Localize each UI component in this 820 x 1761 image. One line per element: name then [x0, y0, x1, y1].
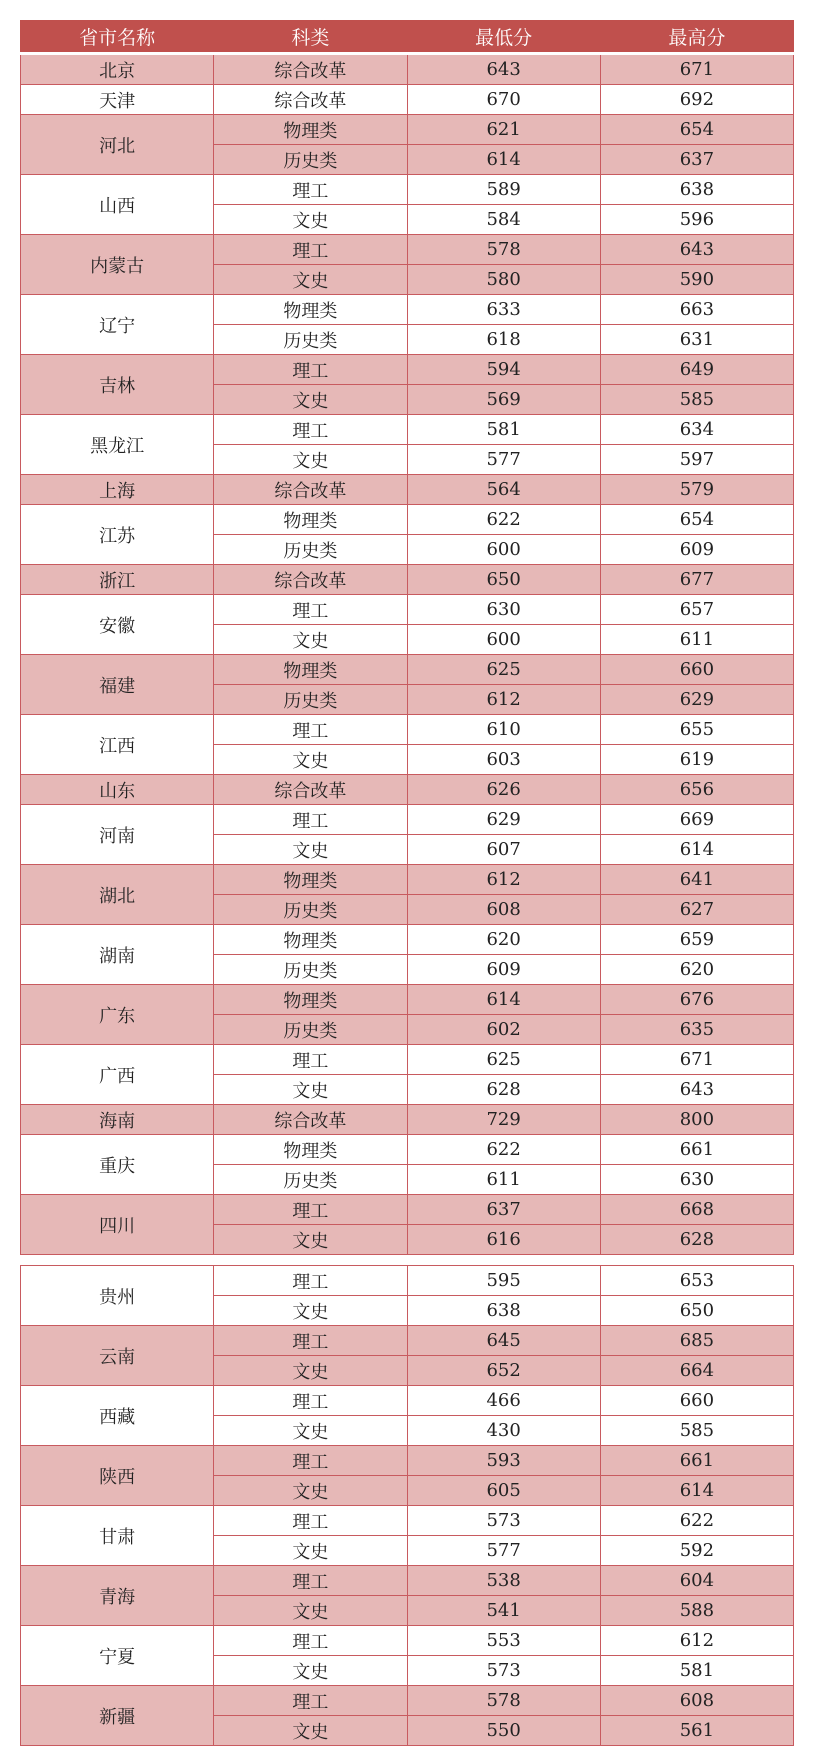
- category-cell: 理工: [214, 175, 407, 205]
- province-cell: 广西: [21, 1045, 214, 1105]
- max-score-cell: 631: [600, 325, 793, 355]
- min-score-cell: 622: [407, 505, 600, 535]
- min-score-cell: 553: [407, 1626, 600, 1656]
- category-cell: 文史: [214, 1416, 407, 1446]
- min-score-cell: 577: [407, 1536, 600, 1566]
- category-cell: 文史: [214, 745, 407, 775]
- category-cell: 物理类: [214, 985, 407, 1015]
- min-score-cell: 625: [407, 1045, 600, 1075]
- category-cell: 综合改革: [214, 565, 407, 595]
- min-score-cell: 638: [407, 1296, 600, 1326]
- table-row: [21, 1386, 794, 1416]
- max-score-cell: 685: [600, 1326, 793, 1356]
- min-score-cell: 620: [407, 925, 600, 955]
- min-score-cell: 550: [407, 1716, 600, 1746]
- province-cell: 贵州: [21, 1266, 214, 1326]
- header-category: 科类: [214, 21, 407, 54]
- min-score-cell: 603: [407, 745, 600, 775]
- category-cell: 文史: [214, 445, 407, 475]
- table-row: [21, 715, 794, 745]
- max-score-cell: 597: [600, 445, 793, 475]
- max-score-cell: 657: [600, 595, 793, 625]
- min-score-cell: 609: [407, 955, 600, 985]
- table-row: [21, 1686, 794, 1716]
- max-score-cell: 609: [600, 535, 793, 565]
- province-cell: 山东: [21, 775, 214, 805]
- max-score-cell: 663: [600, 295, 793, 325]
- max-score-cell: 638: [600, 175, 793, 205]
- max-score-cell: 622: [600, 1506, 793, 1536]
- category-cell: 理工: [214, 595, 407, 625]
- province-cell: 山西: [21, 175, 214, 235]
- province-cell: 甘肃: [21, 1506, 214, 1566]
- min-score-cell: 621: [407, 115, 600, 145]
- max-score-cell: 660: [600, 655, 793, 685]
- category-cell: 历史类: [214, 685, 407, 715]
- max-score-cell: 650: [600, 1296, 793, 1326]
- max-score-cell: 630: [600, 1165, 793, 1195]
- province-cell: 云南: [21, 1326, 214, 1386]
- min-score-cell: 622: [407, 1135, 600, 1165]
- max-score-cell: 643: [600, 1075, 793, 1105]
- province-cell: 辽宁: [21, 295, 214, 355]
- max-score-cell: 628: [600, 1225, 793, 1255]
- province-cell: 青海: [21, 1566, 214, 1626]
- min-score-cell: 541: [407, 1596, 600, 1626]
- province-cell: 黑龙江: [21, 415, 214, 475]
- category-cell: 历史类: [214, 325, 407, 355]
- min-score-cell: 650: [407, 565, 600, 595]
- province-cell: 浙江: [21, 565, 214, 595]
- min-score-cell: 616: [407, 1225, 600, 1255]
- category-cell: 历史类: [214, 1165, 407, 1195]
- min-score-cell: 538: [407, 1566, 600, 1596]
- category-cell: 理工: [214, 235, 407, 265]
- table-row: [21, 54, 794, 85]
- category-cell: 历史类: [214, 1015, 407, 1045]
- table-row: [21, 415, 794, 445]
- table-row: [21, 865, 794, 895]
- min-score-cell: 614: [407, 145, 600, 175]
- category-cell: 物理类: [214, 655, 407, 685]
- category-cell: 文史: [214, 1296, 407, 1326]
- min-score-cell: 600: [407, 535, 600, 565]
- table-row: [21, 655, 794, 685]
- category-cell: 文史: [214, 205, 407, 235]
- category-cell: 理工: [214, 1386, 407, 1416]
- table-row: [21, 595, 794, 625]
- max-score-cell: 619: [600, 745, 793, 775]
- max-score-cell: 561: [600, 1716, 793, 1746]
- table-row: [21, 1045, 794, 1075]
- max-score-cell: 620: [600, 955, 793, 985]
- min-score-cell: 626: [407, 775, 600, 805]
- min-score-cell: 633: [407, 295, 600, 325]
- table-row: [21, 805, 794, 835]
- category-cell: 理工: [214, 1045, 407, 1075]
- category-cell: 文史: [214, 835, 407, 865]
- max-score-cell: 661: [600, 1135, 793, 1165]
- table-body-part2: [21, 1266, 794, 1746]
- table-row: [21, 1105, 794, 1135]
- table-row: [21, 1135, 794, 1165]
- table-row: [21, 1446, 794, 1476]
- max-score-cell: 669: [600, 805, 793, 835]
- max-score-cell: 635: [600, 1015, 793, 1045]
- category-cell: 历史类: [214, 895, 407, 925]
- min-score-cell: 612: [407, 865, 600, 895]
- max-score-cell: 677: [600, 565, 793, 595]
- min-score-cell: 600: [407, 625, 600, 655]
- province-cell: 湖南: [21, 925, 214, 985]
- min-score-cell: 652: [407, 1356, 600, 1386]
- category-cell: 理工: [214, 1195, 407, 1225]
- max-score-cell: 653: [600, 1266, 793, 1296]
- max-score-cell: 641: [600, 865, 793, 895]
- category-cell: 综合改革: [214, 85, 407, 115]
- category-cell: 历史类: [214, 535, 407, 565]
- max-score-cell: 611: [600, 625, 793, 655]
- max-score-cell: 654: [600, 505, 793, 535]
- min-score-cell: 581: [407, 415, 600, 445]
- table-body-part1: [21, 54, 794, 1255]
- category-cell: 文史: [214, 1596, 407, 1626]
- max-score-cell: 660: [600, 1386, 793, 1416]
- min-score-cell: 625: [407, 655, 600, 685]
- max-score-cell: 627: [600, 895, 793, 925]
- max-score-cell: 800: [600, 1105, 793, 1135]
- province-cell: 河北: [21, 115, 214, 175]
- table-row: [21, 475, 794, 505]
- max-score-cell: 654: [600, 115, 793, 145]
- category-cell: 物理类: [214, 925, 407, 955]
- min-score-cell: 605: [407, 1476, 600, 1506]
- province-cell: 内蒙古: [21, 235, 214, 295]
- table-row: [21, 1566, 794, 1596]
- min-score-cell: 564: [407, 475, 600, 505]
- category-cell: 理工: [214, 1326, 407, 1356]
- min-score-cell: 637: [407, 1195, 600, 1225]
- min-score-cell: 608: [407, 895, 600, 925]
- category-cell: 文史: [214, 1476, 407, 1506]
- min-score-cell: 578: [407, 1686, 600, 1716]
- category-cell: 理工: [214, 355, 407, 385]
- max-score-cell: 649: [600, 355, 793, 385]
- province-cell: 河南: [21, 805, 214, 865]
- score-table-part1: [20, 20, 794, 1255]
- category-cell: 文史: [214, 1075, 407, 1105]
- category-cell: 理工: [214, 1626, 407, 1656]
- min-score-cell: 584: [407, 205, 600, 235]
- max-score-cell: 671: [600, 54, 793, 85]
- table-row: [21, 1195, 794, 1225]
- table-row: [21, 115, 794, 145]
- max-score-cell: 661: [600, 1446, 793, 1476]
- min-score-cell: 607: [407, 835, 600, 865]
- province-cell: 重庆: [21, 1135, 214, 1195]
- max-score-cell: 581: [600, 1656, 793, 1686]
- max-score-cell: 592: [600, 1536, 793, 1566]
- max-score-cell: 614: [600, 1476, 793, 1506]
- province-cell: 海南: [21, 1105, 214, 1135]
- category-cell: 理工: [214, 1446, 407, 1476]
- category-cell: 物理类: [214, 295, 407, 325]
- min-score-cell: 569: [407, 385, 600, 415]
- header-max-score: 最高分: [600, 21, 793, 54]
- max-score-cell: 629: [600, 685, 793, 715]
- max-score-cell: 659: [600, 925, 793, 955]
- table-row: [21, 175, 794, 205]
- max-score-cell: 612: [600, 1626, 793, 1656]
- province-cell: 安徽: [21, 595, 214, 655]
- category-cell: 理工: [214, 1506, 407, 1536]
- min-score-cell: 612: [407, 685, 600, 715]
- min-score-cell: 602: [407, 1015, 600, 1045]
- max-score-cell: 668: [600, 1195, 793, 1225]
- table-row: [21, 1326, 794, 1356]
- header-province: 省市名称: [21, 21, 214, 54]
- min-score-cell: 645: [407, 1326, 600, 1356]
- max-score-cell: 604: [600, 1566, 793, 1596]
- category-cell: 综合改革: [214, 475, 407, 505]
- category-cell: 物理类: [214, 115, 407, 145]
- category-cell: 文史: [214, 385, 407, 415]
- max-score-cell: 614: [600, 835, 793, 865]
- table-row: [21, 925, 794, 955]
- province-cell: 吉林: [21, 355, 214, 415]
- table-row: [21, 295, 794, 325]
- max-score-cell: 643: [600, 235, 793, 265]
- province-cell: 天津: [21, 85, 214, 115]
- min-score-cell: 670: [407, 85, 600, 115]
- province-cell: 四川: [21, 1195, 214, 1255]
- max-score-cell: 579: [600, 475, 793, 505]
- min-score-cell: 580: [407, 265, 600, 295]
- min-score-cell: 729: [407, 1105, 600, 1135]
- category-cell: 理工: [214, 1266, 407, 1296]
- min-score-cell: 610: [407, 715, 600, 745]
- min-score-cell: 577: [407, 445, 600, 475]
- max-score-cell: 637: [600, 145, 793, 175]
- category-cell: 文史: [214, 265, 407, 295]
- min-score-cell: 593: [407, 1446, 600, 1476]
- max-score-cell: 588: [600, 1596, 793, 1626]
- category-cell: 物理类: [214, 865, 407, 895]
- max-score-cell: 676: [600, 985, 793, 1015]
- score-table-part2: [20, 1265, 794, 1746]
- category-cell: 理工: [214, 805, 407, 835]
- max-score-cell: 656: [600, 775, 793, 805]
- min-score-cell: 466: [407, 1386, 600, 1416]
- province-cell: 新疆: [21, 1686, 214, 1746]
- province-cell: 湖北: [21, 865, 214, 925]
- category-cell: 文史: [214, 1225, 407, 1255]
- table-row: [21, 1506, 794, 1536]
- min-score-cell: 595: [407, 1266, 600, 1296]
- province-cell: 陕西: [21, 1446, 214, 1506]
- min-score-cell: 589: [407, 175, 600, 205]
- max-score-cell: 585: [600, 385, 793, 415]
- table-row: [21, 505, 794, 535]
- table-row: [21, 985, 794, 1015]
- category-cell: 文史: [214, 1656, 407, 1686]
- province-cell: 上海: [21, 475, 214, 505]
- table-row: [21, 565, 794, 595]
- table-row: [21, 235, 794, 265]
- min-score-cell: 430: [407, 1416, 600, 1446]
- min-score-cell: 618: [407, 325, 600, 355]
- category-cell: 文史: [214, 1536, 407, 1566]
- category-cell: 文史: [214, 1356, 407, 1386]
- province-cell: 宁夏: [21, 1626, 214, 1686]
- header-min-score: 最低分: [407, 21, 600, 54]
- max-score-cell: 608: [600, 1686, 793, 1716]
- min-score-cell: 611: [407, 1165, 600, 1195]
- category-cell: 理工: [214, 1566, 407, 1596]
- max-score-cell: 596: [600, 205, 793, 235]
- max-score-cell: 585: [600, 1416, 793, 1446]
- max-score-cell: 671: [600, 1045, 793, 1075]
- max-score-cell: 664: [600, 1356, 793, 1386]
- category-cell: 理工: [214, 1686, 407, 1716]
- category-cell: 综合改革: [214, 1105, 407, 1135]
- table-row: [21, 85, 794, 115]
- min-score-cell: 614: [407, 985, 600, 1015]
- max-score-cell: 692: [600, 85, 793, 115]
- min-score-cell: 628: [407, 1075, 600, 1105]
- table-row: [21, 355, 794, 385]
- category-cell: 历史类: [214, 145, 407, 175]
- min-score-cell: 629: [407, 805, 600, 835]
- min-score-cell: 594: [407, 355, 600, 385]
- province-cell: 江西: [21, 715, 214, 775]
- table-row: [21, 775, 794, 805]
- max-score-cell: 655: [600, 715, 793, 745]
- category-cell: 文史: [214, 625, 407, 655]
- category-cell: 物理类: [214, 505, 407, 535]
- table-header-row: [21, 21, 794, 54]
- category-cell: 理工: [214, 715, 407, 745]
- category-cell: 历史类: [214, 955, 407, 985]
- min-score-cell: 643: [407, 54, 600, 85]
- category-cell: 文史: [214, 1716, 407, 1746]
- province-cell: 福建: [21, 655, 214, 715]
- province-cell: 江苏: [21, 505, 214, 565]
- min-score-cell: 630: [407, 595, 600, 625]
- min-score-cell: 573: [407, 1656, 600, 1686]
- min-score-cell: 573: [407, 1506, 600, 1536]
- province-cell: 广东: [21, 985, 214, 1045]
- category-cell: 物理类: [214, 1135, 407, 1165]
- max-score-cell: 590: [600, 265, 793, 295]
- max-score-cell: 634: [600, 415, 793, 445]
- table-row: [21, 1626, 794, 1656]
- category-cell: 综合改革: [214, 775, 407, 805]
- province-cell: 北京: [21, 54, 214, 85]
- table-row: [21, 1266, 794, 1296]
- min-score-cell: 578: [407, 235, 600, 265]
- category-cell: 综合改革: [214, 54, 407, 85]
- category-cell: 理工: [214, 415, 407, 445]
- province-cell: 西藏: [21, 1386, 214, 1446]
